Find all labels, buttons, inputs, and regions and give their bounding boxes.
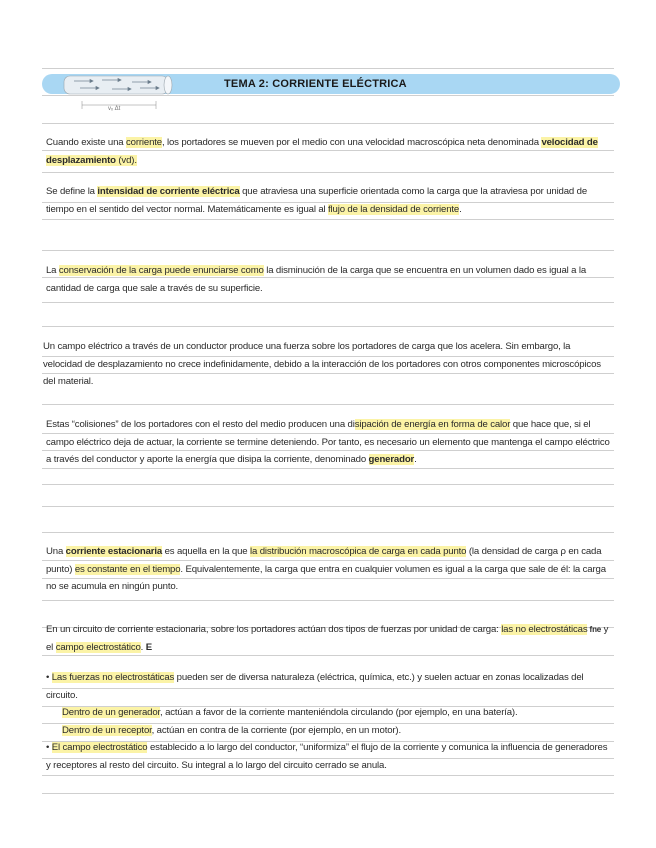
paragraph-force-types: En un circuito de corriente estacionaria, sobre los portadores actúan dos tipos de fuerzas por unidad de carga: las no electrostáticas fne y el campo electrostático. E (46, 624, 609, 653)
rule-line (42, 68, 614, 69)
rule-line (42, 600, 614, 601)
paragraph-current-intensity: Se define la intensidad de corriente eléctrica que atraviesa una superficie orientada como la carga que la atraviesa por unidad de tiempo en el sentido del vector normal. Matemáticamente es igual al flujo de la densidad de corriente. (46, 186, 588, 215)
rule-line (42, 302, 614, 303)
rule-line (42, 250, 614, 251)
paragraph-drift-velocity: Cuando existe una corriente, los portadores se mueven por el medio con una velocidad macroscópica neta denominada velocidad de desplazamiento (vd). (46, 137, 598, 166)
conductor-end (164, 76, 172, 94)
rule-line (42, 484, 614, 485)
paragraph-steady-current: Una corriente estacionaria es aquella en la que la distribución macroscópica de carga en cada punto (la densidad de carga ρ en cada punto) es constante en el tiempo. Equivalentemente, la carga que entra en cualquier volumen es igual a la carga que sale de él: la carga no se acumula en ningún punto. (46, 546, 606, 592)
conductor-cylinder (64, 76, 168, 94)
paragraph-charge-conservation: La conservación de la carga puede enunciarse como la disminución de la carga que se encuentra en un volumen dado es igual a la cantidad de carga que sale a través de su superficie. (46, 265, 587, 294)
rule-line (42, 219, 614, 220)
diagram-velocity-label: vₓ Δt (108, 106, 121, 112)
rule-line (42, 506, 614, 507)
rule-line (42, 172, 614, 173)
rule-line (42, 404, 614, 405)
list-item-electrostatic: • El campo electrostático establecido a lo largo del conductor, “uniformiza” el flujo de la corriente y comunica la influencia de generadores y receptores al resto del circuito. Su integral a lo largo del circuito cerrado se anula. (46, 742, 608, 771)
paragraph-force-details (46, 669, 612, 774)
rule-line (42, 532, 614, 533)
list-item-receptor: Dentro de un receptor, actúan en contra de la corriente (por ejemplo, en un motor). (62, 724, 401, 736)
rule-line (42, 775, 614, 776)
rule-line (42, 326, 614, 327)
paragraph-electric-field: Un campo eléctrico a través de un conductor produce una fuerza sobre los portadores de carga que los acelera. Sin embargo, la velocidad de desplazamiento no crece indefinidamente, debido a la interacción de los portadores con otros componentes microscópicos del material. (43, 341, 601, 387)
paragraph-energy-dissipation: Estas “colisiones” de los portadores con el resto del medio producen una disipación de energía en forma de calor que hace que, si el campo eléctrico deja de actuar, la corriente se termine deteniendo. Por tanto, es necesario un elemento que mantenga el campo eléctrico a través del conductor y aporte la energía que disipa la corriente, denominado generador. (46, 419, 610, 465)
list-item-generator: Dentro de un generador, actúan a favor de la corriente manteniéndola circulando (por ejemplo, en una batería). (62, 707, 518, 718)
page-title: TEMA 2: CORRIENTE ELÉCTRICA (224, 78, 407, 90)
rule-line (42, 123, 614, 124)
rule-line (42, 793, 614, 794)
list-item-non-electrostatic: • Las fuerzas no electrostáticas pueden ser de diversa naturaleza (eléctrica, química, etc.) y suelen actuar en zonas localizadas del circuito. (46, 672, 584, 701)
